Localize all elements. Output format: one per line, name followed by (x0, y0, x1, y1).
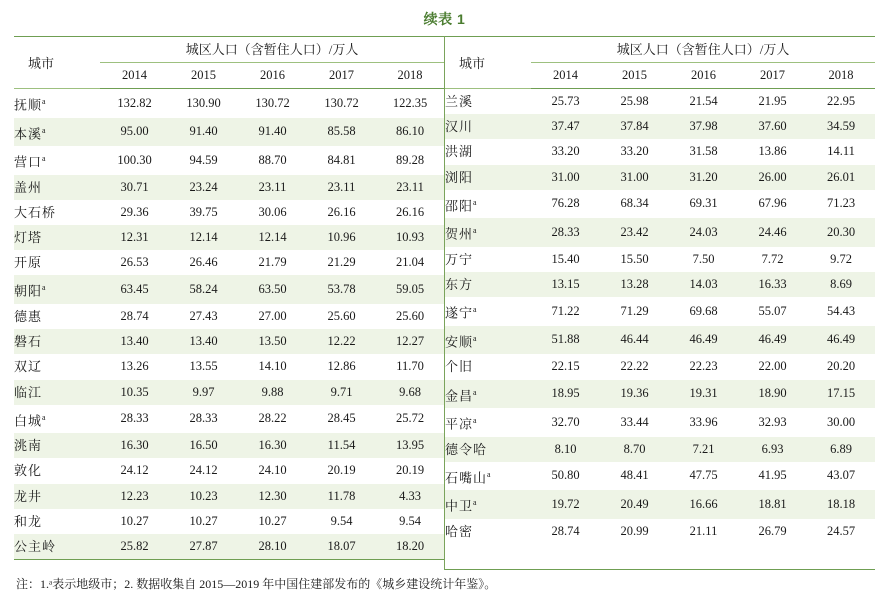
population-value-cell: 28.22 (238, 405, 307, 434)
left-table-body (14, 89, 444, 560)
population-value-cell: 7.21 (669, 437, 738, 462)
prefecture-level-marker: a (473, 333, 477, 343)
city-name-cell: 和龙 (14, 509, 100, 534)
table-row (445, 89, 875, 115)
table-row (14, 200, 444, 225)
population-value-cell: 33.44 (600, 408, 669, 437)
table-row (14, 89, 444, 118)
population-value-cell: 21.29 (307, 250, 376, 275)
table-row (14, 509, 444, 534)
population-value-cell: 30.71 (100, 175, 169, 200)
city-name-cell: 金昌$^a$ (445, 380, 531, 409)
city-name-cell: 洪湖 (445, 139, 531, 164)
city-name-cell: 哈密 (445, 519, 531, 544)
population-value-cell: 6.93 (738, 437, 807, 462)
population-value-cell: 130.72 (307, 89, 376, 118)
population-value-cell: 13.50 (238, 329, 307, 354)
table-row (14, 484, 444, 509)
population-value-cell: 22.00 (738, 354, 807, 379)
table-row (445, 380, 875, 409)
left-header-row-group (14, 37, 444, 63)
population-value-cell: 21.79 (238, 250, 307, 275)
population-value-cell: 26.16 (307, 200, 376, 225)
population-value-cell: 76.28 (531, 190, 600, 219)
population-value-cell: 24.57 (807, 519, 875, 544)
population-value-cell: 33.96 (669, 408, 738, 437)
population-value-cell: 28.33 (100, 405, 169, 434)
population-value-cell: 9.97 (169, 380, 238, 405)
city-name-cell: 个旧 (445, 354, 531, 379)
population-value-cell: 50.80 (531, 462, 600, 491)
prefecture-level-marker: a (42, 97, 46, 106)
left-col-header-2015: 2015 (169, 63, 238, 89)
population-value-cell: 8.69 (807, 272, 875, 297)
population-value-cell: 51.88 (531, 326, 600, 355)
left-col-header-2017: 2017 (307, 63, 376, 89)
population-value-cell: 20.49 (600, 490, 669, 519)
city-name-cell: 灯塔 (14, 225, 100, 250)
population-value-cell: 12.22 (307, 329, 376, 354)
population-value-cell: 14.11 (807, 139, 875, 164)
empty-cell (445, 544, 531, 570)
table-row (445, 247, 875, 272)
population-value-cell: 122.35 (376, 89, 444, 118)
right-col-header-city: 城市 (445, 37, 531, 89)
population-value-cell: 11.54 (307, 433, 376, 458)
table-row (445, 165, 875, 190)
population-value-cell: 46.49 (738, 326, 807, 355)
population-value-cell: 6.89 (807, 437, 875, 462)
population-value-cell: 69.68 (669, 297, 738, 326)
population-value-cell: 31.20 (669, 165, 738, 190)
population-value-cell: 20.19 (376, 458, 444, 483)
population-value-cell: 84.81 (307, 146, 376, 175)
table-row (445, 326, 875, 355)
city-name-cell: 德惠 (14, 304, 100, 329)
population-value-cell: 26.46 (169, 250, 238, 275)
empty-cell (807, 544, 875, 570)
prefecture-level-marker: a (487, 469, 491, 479)
population-value-cell: 10.27 (169, 509, 238, 534)
population-value-cell: 9.71 (307, 380, 376, 405)
city-name-cell: 盖州 (14, 175, 100, 200)
prefecture-level-marker: a (473, 226, 477, 236)
population-value-cell: 91.40 (169, 118, 238, 147)
population-value-cell: 26.79 (738, 519, 807, 544)
population-value-cell: 95.00 (100, 118, 169, 147)
city-name-cell: 本溪$^a$ (14, 118, 100, 147)
population-value-cell: 24.12 (100, 458, 169, 483)
population-value-cell: 31.00 (600, 165, 669, 190)
table-row (14, 329, 444, 354)
population-value-cell: 20.19 (307, 458, 376, 483)
population-value-cell: 59.05 (376, 275, 444, 304)
population-value-cell: 13.15 (531, 272, 600, 297)
population-value-cell: 12.86 (307, 354, 376, 379)
prefecture-level-marker: a (473, 197, 477, 207)
population-value-cell: 12.31 (100, 225, 169, 250)
table-row (445, 139, 875, 164)
city-name-cell: 浏阳 (445, 165, 531, 190)
right-col-header-2014: 2014 (531, 63, 600, 89)
page-title: 续表 1 (423, 11, 466, 27)
population-value-cell: 23.11 (238, 175, 307, 200)
prefecture-level-marker: a (42, 125, 46, 135)
city-name-cell: 龙井 (14, 484, 100, 509)
population-value-cell: 43.07 (807, 462, 875, 491)
population-value-cell: 24.10 (238, 458, 307, 483)
table-row (14, 225, 444, 250)
population-value-cell: 34.59 (807, 114, 875, 139)
tables-container (14, 36, 875, 570)
population-value-cell: 18.18 (807, 490, 875, 519)
population-value-cell: 20.30 (807, 218, 875, 247)
city-name-cell: 兰溪 (445, 89, 531, 115)
population-value-cell: 53.78 (307, 275, 376, 304)
right-col-header-2015: 2015 (600, 63, 669, 89)
population-value-cell: 46.44 (600, 326, 669, 355)
population-value-cell: 16.30 (238, 433, 307, 458)
city-name-cell: 临江 (14, 380, 100, 405)
population-value-cell: 130.72 (238, 89, 307, 118)
population-value-cell: 33.20 (600, 139, 669, 164)
table-row (445, 490, 875, 519)
population-value-cell: 7.72 (738, 247, 807, 272)
population-value-cell: 12.14 (169, 225, 238, 250)
prefecture-level-marker: a (473, 305, 477, 315)
table-row (14, 380, 444, 405)
population-value-cell: 16.30 (100, 433, 169, 458)
population-value-cell: 10.35 (100, 380, 169, 405)
population-value-cell: 13.28 (600, 272, 669, 297)
population-value-cell: 28.10 (238, 534, 307, 560)
population-value-cell: 9.54 (307, 509, 376, 534)
table-row (14, 405, 444, 434)
population-value-cell: 31.00 (531, 165, 600, 190)
population-value-cell: 12.27 (376, 329, 444, 354)
population-value-cell: 37.98 (669, 114, 738, 139)
population-value-cell: 19.31 (669, 380, 738, 409)
population-value-cell: 24.03 (669, 218, 738, 247)
population-value-cell: 63.50 (238, 275, 307, 304)
population-value-cell: 9.88 (238, 380, 307, 405)
left-col-header-2018: 2018 (376, 63, 444, 89)
population-value-cell: 21.54 (669, 89, 738, 115)
population-value-cell: 33.20 (531, 139, 600, 164)
population-value-cell: 11.78 (307, 484, 376, 509)
population-value-cell: 20.99 (600, 519, 669, 544)
prefecture-level-marker: a (473, 387, 477, 397)
population-value-cell: 48.41 (600, 462, 669, 491)
population-value-cell: 13.55 (169, 354, 238, 379)
city-name-cell: 平凉$^a$ (445, 408, 531, 437)
population-value-cell: 27.43 (169, 304, 238, 329)
population-value-cell: 28.33 (531, 218, 600, 247)
population-value-cell: 26.16 (376, 200, 444, 225)
population-value-cell: 27.00 (238, 304, 307, 329)
left-col-header-group: 城区人口（含暂住人口）/万人 (100, 37, 444, 63)
population-value-cell: 17.15 (807, 380, 875, 409)
population-value-cell: 14.03 (669, 272, 738, 297)
population-value-cell: 71.29 (600, 297, 669, 326)
left-col-header-city: 城市 (14, 37, 100, 89)
left-data-table (14, 36, 444, 560)
city-name-cell: 双辽 (14, 354, 100, 379)
population-value-cell: 18.95 (531, 380, 600, 409)
right-col-header-2017: 2017 (738, 63, 807, 89)
right-header-row-group (445, 37, 875, 63)
table-row (445, 218, 875, 247)
population-value-cell: 28.33 (169, 405, 238, 434)
table-row (14, 458, 444, 483)
table-row (445, 272, 875, 297)
city-name-cell: 安顺$^a$ (445, 326, 531, 355)
table-row (14, 534, 444, 560)
population-value-cell: 25.72 (376, 405, 444, 434)
population-value-cell: 12.14 (238, 225, 307, 250)
city-name-cell: 公主岭 (14, 534, 100, 560)
right-col-header-2018: 2018 (807, 63, 875, 89)
city-name-cell: 营口$^a$ (14, 146, 100, 175)
population-value-cell: 58.24 (169, 275, 238, 304)
empty-cell (600, 544, 669, 570)
population-value-cell: 54.43 (807, 297, 875, 326)
population-value-cell: 10.96 (307, 225, 376, 250)
population-value-cell: 22.95 (807, 89, 875, 115)
empty-cell (669, 544, 738, 570)
population-value-cell: 46.49 (807, 326, 875, 355)
population-value-cell: 10.27 (100, 509, 169, 534)
population-value-cell: 27.87 (169, 534, 238, 560)
population-value-cell: 18.20 (376, 534, 444, 560)
population-value-cell: 68.34 (600, 190, 669, 219)
city-name-cell: 朝阳$^a$ (14, 275, 100, 304)
right-table-head (445, 37, 875, 89)
table-row (445, 190, 875, 219)
population-value-cell: 89.28 (376, 146, 444, 175)
population-value-cell: 25.98 (600, 89, 669, 115)
population-value-cell: 13.40 (100, 329, 169, 354)
population-value-cell: 22.23 (669, 354, 738, 379)
city-name-cell: 遂宁$^a$ (445, 297, 531, 326)
table-row (445, 354, 875, 379)
table-row (445, 297, 875, 326)
population-value-cell: 132.82 (100, 89, 169, 118)
city-name-cell: 开原 (14, 250, 100, 275)
population-value-cell: 16.50 (169, 433, 238, 458)
population-value-cell: 13.95 (376, 433, 444, 458)
left-col-header-2014: 2014 (100, 63, 169, 89)
table-row (14, 146, 444, 175)
table-footnote: 注：1.ᵃ表示地级市；2. 数据收集自 2015—2019 年中国住建部发布的《城乡建设统计年鉴》。 (16, 577, 497, 592)
table-row (14, 275, 444, 304)
population-value-cell: 21.04 (376, 250, 444, 275)
city-name-cell: 德令哈 (445, 437, 531, 462)
population-value-cell: 26.00 (738, 165, 807, 190)
population-value-cell: 28.74 (100, 304, 169, 329)
city-name-cell: 敦化 (14, 458, 100, 483)
population-value-cell: 7.50 (669, 247, 738, 272)
population-value-cell: 19.36 (600, 380, 669, 409)
population-value-cell: 69.31 (669, 190, 738, 219)
right-col-header-group: 城区人口（含暂住人口）/万人 (531, 37, 875, 63)
population-value-cell: 94.59 (169, 146, 238, 175)
population-value-cell: 21.11 (669, 519, 738, 544)
population-value-cell: 86.10 (376, 118, 444, 147)
table-row (14, 304, 444, 329)
city-name-cell: 东方 (445, 272, 531, 297)
population-value-cell: 21.95 (738, 89, 807, 115)
city-name-cell: 万宁 (445, 247, 531, 272)
population-value-cell: 46.49 (669, 326, 738, 355)
population-value-cell: 25.60 (307, 304, 376, 329)
population-value-cell: 26.53 (100, 250, 169, 275)
right-data-table (445, 36, 875, 570)
population-value-cell: 130.90 (169, 89, 238, 118)
population-value-cell: 25.82 (100, 534, 169, 560)
population-value-cell: 8.70 (600, 437, 669, 462)
left-col-header-2016: 2016 (238, 63, 307, 89)
table-row (14, 250, 444, 275)
population-value-cell: 39.75 (169, 200, 238, 225)
population-value-cell: 8.10 (531, 437, 600, 462)
population-value-cell: 23.11 (307, 175, 376, 200)
population-value-cell: 37.84 (600, 114, 669, 139)
right-table-body (445, 89, 875, 570)
population-value-cell: 71.23 (807, 190, 875, 219)
population-value-cell: 30.06 (238, 200, 307, 225)
population-value-cell: 10.93 (376, 225, 444, 250)
table-row (445, 408, 875, 437)
table-row (14, 175, 444, 200)
right-col-header-2016: 2016 (669, 63, 738, 89)
table-row (445, 114, 875, 139)
population-value-cell: 67.96 (738, 190, 807, 219)
population-value-cell: 26.01 (807, 165, 875, 190)
population-value-cell: 55.07 (738, 297, 807, 326)
population-value-cell: 13.40 (169, 329, 238, 354)
population-value-cell: 37.60 (738, 114, 807, 139)
population-value-cell: 32.93 (738, 408, 807, 437)
population-value-cell: 13.86 (738, 139, 807, 164)
population-value-cell: 100.30 (100, 146, 169, 175)
city-name-cell: 汉川 (445, 114, 531, 139)
population-value-cell: 18.81 (738, 490, 807, 519)
city-name-cell: 抚顺$^a$ (14, 89, 100, 118)
population-value-cell: 18.07 (307, 534, 376, 560)
table-row (14, 354, 444, 379)
population-value-cell: 63.45 (100, 275, 169, 304)
population-value-cell: 9.68 (376, 380, 444, 405)
table-row (445, 437, 875, 462)
city-name-cell: 中卫$^a$ (445, 490, 531, 519)
population-value-cell: 18.90 (738, 380, 807, 409)
city-name-cell: 石嘴山$^a$ (445, 462, 531, 491)
population-value-cell: 22.22 (600, 354, 669, 379)
population-value-cell: 19.72 (531, 490, 600, 519)
left-table-head (14, 37, 444, 89)
population-value-cell: 88.70 (238, 146, 307, 175)
population-value-cell: 9.72 (807, 247, 875, 272)
population-value-cell: 14.10 (238, 354, 307, 379)
city-name-cell: 白城$^a$ (14, 405, 100, 434)
prefecture-level-marker: a (473, 498, 477, 508)
population-value-cell: 22.15 (531, 354, 600, 379)
population-value-cell: 13.26 (100, 354, 169, 379)
population-value-cell: 15.40 (531, 247, 600, 272)
population-value-cell: 11.70 (376, 354, 444, 379)
population-value-cell: 28.74 (531, 519, 600, 544)
population-value-cell: 10.27 (238, 509, 307, 534)
population-value-cell: 71.22 (531, 297, 600, 326)
population-value-cell: 10.23 (169, 484, 238, 509)
population-value-cell: 30.00 (807, 408, 875, 437)
population-value-cell: 25.60 (376, 304, 444, 329)
table-row (445, 462, 875, 491)
population-value-cell: 4.33 (376, 484, 444, 509)
empty-cell (531, 544, 600, 570)
population-value-cell: 12.30 (238, 484, 307, 509)
population-value-cell: 23.11 (376, 175, 444, 200)
population-value-cell: 32.70 (531, 408, 600, 437)
population-value-cell: 16.33 (738, 272, 807, 297)
city-name-cell: 邵阳$^a$ (445, 190, 531, 219)
city-name-cell: 洮南 (14, 433, 100, 458)
population-value-cell: 23.42 (600, 218, 669, 247)
population-value-cell: 37.47 (531, 114, 600, 139)
prefecture-level-marker: a (42, 283, 46, 293)
population-value-cell: 20.20 (807, 354, 875, 379)
population-value-cell: 24.46 (738, 218, 807, 247)
population-value-cell: 15.50 (600, 247, 669, 272)
population-value-cell: 91.40 (238, 118, 307, 147)
population-value-cell: 23.24 (169, 175, 238, 200)
right-table-wrapper (445, 36, 875, 570)
city-name-cell: 大石桥 (14, 200, 100, 225)
prefecture-level-marker: a (42, 154, 46, 164)
population-value-cell: 47.75 (669, 462, 738, 491)
population-value-cell: 28.45 (307, 405, 376, 434)
population-value-cell: 9.54 (376, 509, 444, 534)
city-name-cell: 贺州$^a$ (445, 218, 531, 247)
table-row-empty (445, 544, 875, 570)
population-value-cell: 16.66 (669, 490, 738, 519)
population-value-cell: 85.58 (307, 118, 376, 147)
table-row (445, 519, 875, 544)
population-value-cell: 24.12 (169, 458, 238, 483)
prefecture-level-marker: a (42, 412, 46, 422)
table-row (14, 433, 444, 458)
population-value-cell: 29.36 (100, 200, 169, 225)
prefecture-level-marker: a (473, 416, 477, 426)
population-value-cell: 12.23 (100, 484, 169, 509)
population-value-cell: 41.95 (738, 462, 807, 491)
population-value-cell: 25.73 (531, 89, 600, 115)
city-name-cell: 磐石 (14, 329, 100, 354)
population-value-cell: 31.58 (669, 139, 738, 164)
empty-cell (738, 544, 807, 570)
left-table-wrapper (14, 36, 444, 570)
table-row (14, 118, 444, 147)
